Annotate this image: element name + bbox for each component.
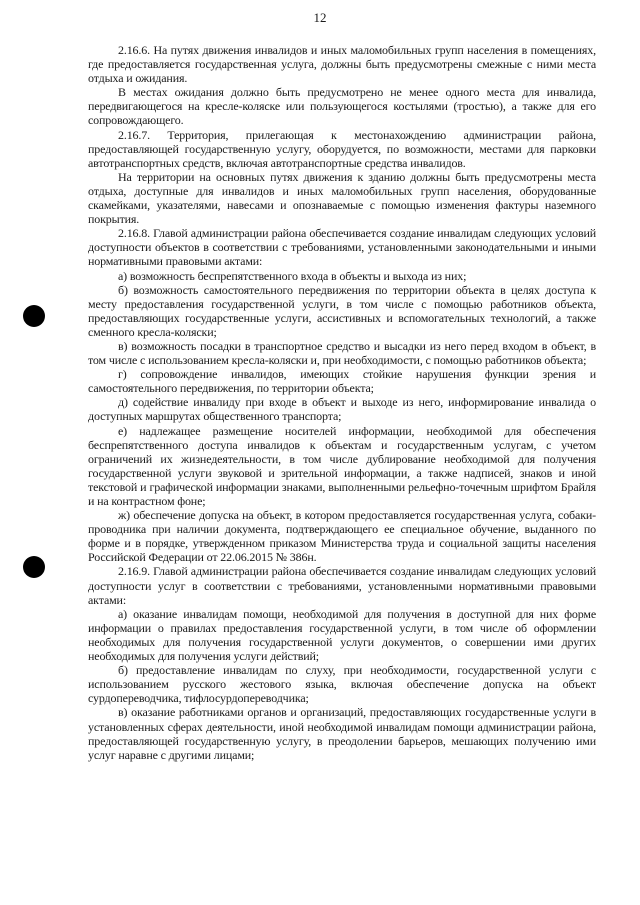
paragraph-territory-rest-places: На территории на основных путях движения к зданию должны быть предусмотрены места отдыха, доступные для инвалидов и иных маломобильных групп населения, оборудованные скамейками, указателями, навесами и опознаваемые с помощью изменения фактуры наземного покрытия.: [88, 169, 596, 227]
paragraph-waiting-places: В местах ожидания должно быть предусмотрено не менее одного места для инвалида, передвигающегося на кресле-коляске или пользующегося костылями (тростью), а также для его сопровождающего.: [88, 85, 596, 128]
list-item-zh: ж) обеспечение допуска на объект, в котором предоставляется государственная услуга, собаки-проводника при наличии документа, подтверждающего ее специальное обучение, выданного по форме и в порядке, утвержденном приказом Министерства труда и социальной защиты населения Российской Федерации от 22.06.2015 № 386н.: [88, 508, 596, 565]
paragraph-2-16-6: 2.16.6. На путях движения инвалидов и иных маломобильных групп населения в помещениях, где предоставляется государственная услуга, должны быть предусмотрены смежные с ними места отдыха и ожидания.: [88, 43, 596, 86]
paragraph-2-16-8: 2.16.8. Главой администрации района обеспечивается создание инвалидам следующих условий доступности объектов в соответствии с требованиями, установленными законодательными и иными нормативными правовыми актами:: [88, 226, 596, 269]
paragraph-2-16-9: 2.16.9. Главой администрации района обеспечивается создание инвалидам следующих условий доступности услуг в соответствии с требованиями, установленными нормативными правовыми актами:: [88, 564, 596, 607]
paragraph-2-16-7: 2.16.7. Территория, прилегающая к местонахождению администрации района, предоставляющей государственную услугу, оборудуется, по возможности, местами для парковки автотранспортных средств, включая автотранспортные средства инвалидов.: [88, 127, 596, 170]
punch-hole-top: [23, 305, 45, 327]
list-item-a-services: а) оказание инвалидам помощи, необходимой для получения в доступной для них форме информации о правилах предоставления государственной услуги, в том числе об оформлении необходимых для получения государственной услуги документов, о совершении ими других необходимых для получения услуги действий;: [88, 606, 596, 664]
list-item-a: а) возможность беспрепятственного входа в объекты и выхода из них;: [118, 268, 467, 283]
document-body: [88, 43, 596, 762]
list-item-v-services: в) оказание работниками органов и организаций, предоставляющих государственные услуги в установленных сферах деятельности, иной необходимой инвалидам помощи администрации района, предоставляющей государственную услугу, в преодолении барьеров, мешающих получению ими услуг наравне с другими лицами;: [88, 705, 596, 762]
list-item-g: г) сопровождение инвалидов, имеющих стойкие нарушения функции зрения и самостоятельного передвижения, по территории объекта;: [88, 367, 596, 396]
page-number: 12: [313, 10, 327, 25]
list-item-b: б) возможность самостоятельного передвижения по территории объекта в целях доступа к месту предоставления государственной услуги, в том числе с помощью работников объекта, предоставляющих государственные услуги, ассистивных и вспомогательных технологий, а также сменного кресла-коляски;: [88, 282, 596, 339]
list-item-b-services: б) предоставление инвалидам по слуху, при необходимости, государственной услуги с использованием русского жестового языка, включая обеспечение допуска на объект сурдопереводчика, тифлосурдопереводчика;: [88, 663, 596, 706]
punch-hole-bottom: [23, 556, 45, 578]
list-item-v: в) возможность посадки в транспортное средство и высадки из него перед входом в объект, в том числе с использованием кресла-коляски и, при необходимости, с помощью работников объекта;: [88, 338, 596, 368]
list-item-d: д) содействие инвалиду при входе в объект и выходе из него, информирование инвалида о доступных маршрутах общественного транспорта;: [88, 395, 596, 424]
list-item-e: е) надлежащее размещение носителей информации, необходимой для обеспечения беспрепятственного доступа инвалидов к объектам и государственным услугам, с учетом ограничений их жизнедеятельности, в том числе дублирование необходимой для получения государственной услуги звуковой и зрительной информации, а также надписей, знаков и иной текстовой и графической информации знаками, выполненными рельефно-точечным шрифтом Брайля и на контрастном фоне;: [88, 423, 596, 508]
